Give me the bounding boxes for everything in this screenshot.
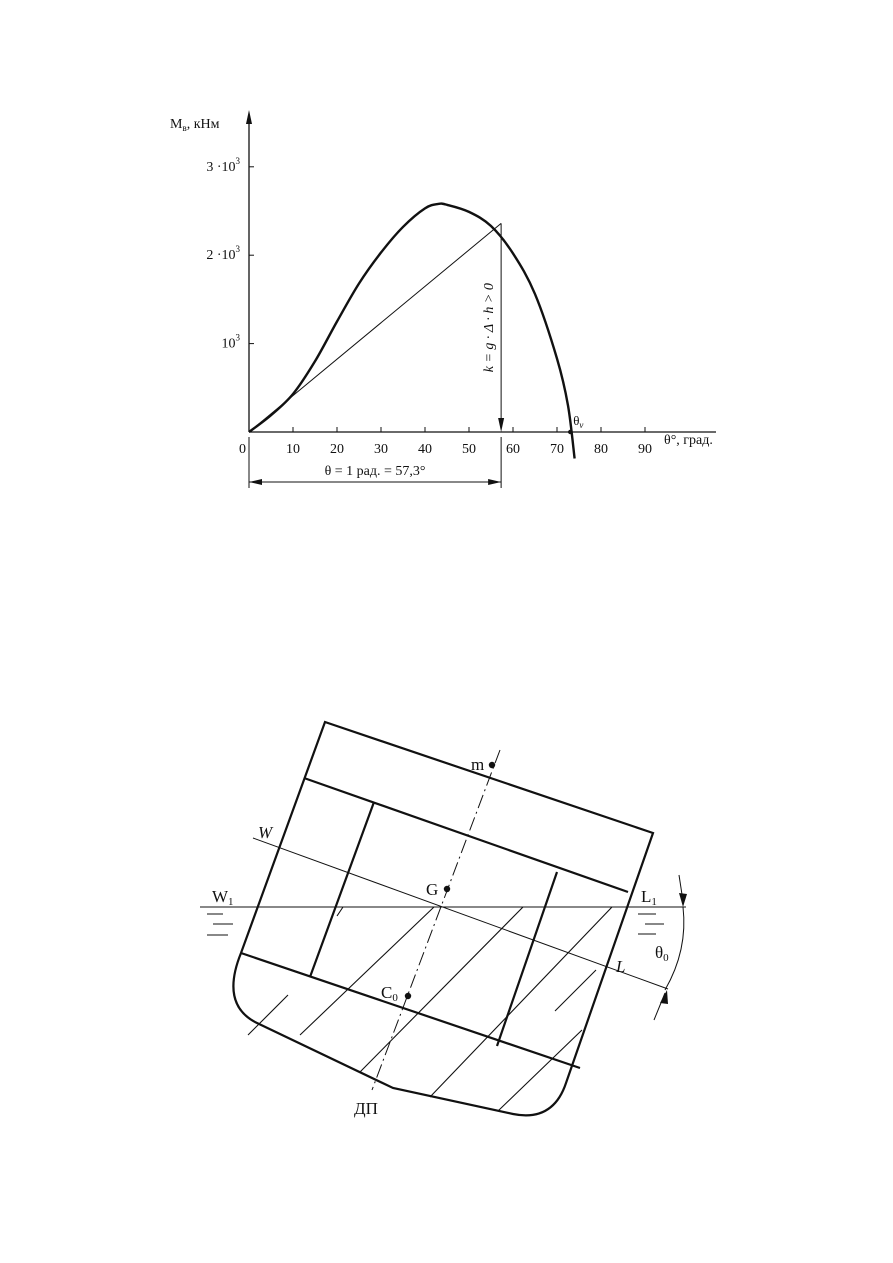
radian-label: θ = 1 рад. = 57,3° <box>324 464 426 479</box>
label-m: m <box>471 755 485 774</box>
gravity-center-point <box>444 886 450 892</box>
k-label: k = g · Δ · h > 0 <box>482 283 498 373</box>
label-l: L <box>616 957 626 976</box>
heel-angle-arc <box>665 907 684 990</box>
label-dp: ДП <box>354 1099 378 1118</box>
y-axis-arrow-icon <box>246 110 252 124</box>
x-tick-label: 30 <box>374 442 388 457</box>
deck-line <box>304 778 628 892</box>
center-plane-line <box>372 750 500 1090</box>
x-tick-label: 10 <box>286 442 300 457</box>
y-tick-label: $3 \cdot 10^3$ <box>206 155 240 175</box>
x-tick-label: 50 <box>462 442 476 457</box>
submerged-hatching <box>248 907 612 1111</box>
vanishing-angle-point <box>568 430 572 434</box>
heeled-ship-diagram <box>200 722 687 1118</box>
label-g: G <box>426 880 439 899</box>
k-arrow-icon <box>498 418 504 432</box>
origin-label: 0 <box>239 442 246 457</box>
x-tick-label: 70 <box>550 442 564 457</box>
label-w: W <box>258 823 273 842</box>
stability-chart <box>170 110 716 488</box>
bulkhead-right <box>497 872 557 1046</box>
hull-outline <box>233 722 653 1115</box>
x-tick-label: 60 <box>506 442 520 457</box>
x-tick-label: 90 <box>638 442 652 457</box>
label-l1: L1 <box>641 887 657 908</box>
buoyancy-center-point <box>405 993 411 999</box>
x-axis-label: θ°, град. <box>664 433 713 448</box>
water-symbol-right <box>638 914 664 934</box>
y-tick-label: $10^3$ <box>221 332 240 352</box>
radian-arrow-left-icon <box>249 479 262 485</box>
label-theta0: θ0 <box>655 943 669 964</box>
label-c0: C0 <box>381 983 398 1004</box>
label-w1: W1 <box>212 887 234 908</box>
x-tick-label: 20 <box>330 442 344 457</box>
radian-arrow-right-icon <box>488 479 501 485</box>
vanishing-angle-label: $\theta_v$ <box>573 413 584 430</box>
bulkhead-left <box>310 802 374 977</box>
righting-moment-curve <box>249 204 575 459</box>
x-tick-label: 80 <box>594 442 608 457</box>
y-axis-label: $M_в$, кНм <box>170 117 220 133</box>
metacenter-point <box>489 762 495 768</box>
double-bottom-line <box>241 953 580 1068</box>
x-tick-label: 40 <box>418 442 432 457</box>
water-symbol-left <box>207 914 233 935</box>
heel-arrow-bottom-icon <box>660 990 668 1004</box>
y-tick-label: $2 \cdot 10^3$ <box>206 244 240 264</box>
y-ticks <box>206 156 254 352</box>
heel-arrow-top-icon <box>679 893 687 907</box>
